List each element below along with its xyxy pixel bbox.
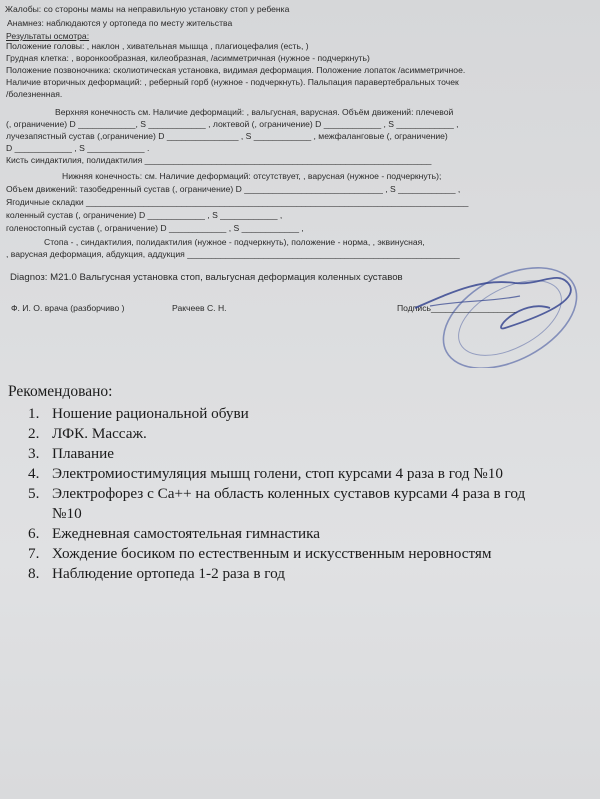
lower-limb-line: Нижняя конечность: см. Наличие деформаций: отсутствует, , варусная (нужное - подчеркнуть);: [62, 171, 442, 181]
recommendation-item: [0, 424, 600, 444]
results-heading: Результаты осмотра:: [6, 31, 90, 41]
signature-label: Подпись__________________: [397, 303, 518, 313]
upper-limb-line: Верхняя конечность см. Наличие деформаций: , вальгусная, варусная. Объём движений: плечевой: [55, 107, 454, 117]
item-text: ЛФК. Массаж.: [52, 425, 147, 442]
wrist-line: лучезапястный сустав (,ограничение) D _______________ , S ____________ , межфаланговые (, ограничение): [6, 131, 448, 141]
upper-limb-rom-line: (, ограничение) D ____________, S ____________ , локтевой (, ограничение) D ____________ , S ____________ ,: [6, 119, 459, 129]
doctor-label: Ф. И. О. врача (разборчиво ): [11, 303, 125, 313]
chest-line: Грудная клетка: , воронкообразная, килеобразная, /асимметричная (нужное - подчеркнуть): [6, 53, 370, 63]
recommendation-item: [0, 404, 600, 424]
item-text: Наблюдение ортопеда 1-2 раза в год: [52, 565, 286, 582]
recommendations-list: [0, 404, 600, 584]
signature-stamp: [410, 258, 595, 368]
foot-line: Стопа - , синдактилия, полидактилия (нужное - подчеркнуть), положение - норма, , эквинусная,: [44, 237, 425, 247]
knee-line: коленный сустав (, ограничение) D ____________ , S ____________ ,: [6, 210, 283, 220]
doctor-name: Ракчеев С. Н.: [172, 303, 227, 313]
recommendation-item: [0, 484, 600, 504]
paravertebral-line: /болезненная.: [6, 89, 63, 99]
ankle-line: голеностопный сустав (, ограничение) D ____________ , S ____________ ,: [6, 223, 304, 233]
head-position-line: Положение головы: , наклон , хивательная мышца , плагиоцефалия (есть, ): [6, 41, 309, 51]
diagnosis-line: Diagnoз: M21.0 Вальгусная установка стоп, вальгусная деформация коленных суставов: [10, 272, 403, 283]
item-number: 7.: [28, 545, 40, 562]
foot-line-2: , варусная деформация, абдукция, аддукция _________________________________________________________: [6, 249, 460, 259]
item-text: Хождение босиком по естественным и искусственным неровностям: [52, 545, 492, 562]
recommendation-item: [0, 504, 600, 524]
anamnesis-line: Анамнез: наблюдаются у ортопеда по месту жительства: [7, 18, 233, 28]
item-text: №10: [52, 505, 82, 522]
secondary-deformation-line: Наличие вторичных деформаций: , реберный горб (нужное - подчеркнуть). Пальпация паравертебральных точек: [6, 77, 459, 87]
spine-line: Положение позвоночника: сколиотическая установка, видимая деформация. Положение лопаток /асимметричное.: [6, 65, 466, 75]
item-number: 8.: [28, 565, 40, 582]
item-text: Ношение рациональной обуви: [52, 405, 249, 422]
hip-line: Объем движений: тазобедренный сустав (, ограничение) D _____________________________ , S ____________ ,: [6, 184, 461, 194]
item-text: Электромиостимуляция мышц голени, стоп курсами 4 раза в год №10: [52, 465, 503, 482]
complaints-line: Жалобы: со стороны мамы на неправильную установку стоп у ребенка: [5, 4, 290, 14]
item-number: 3.: [28, 445, 40, 462]
item-text: Плавание: [52, 445, 114, 462]
item-text: Ежедневная самостоятельная гимнастика: [52, 525, 321, 542]
item-number: 6.: [28, 525, 40, 542]
recommendation-item: [0, 564, 600, 584]
recommendations-title: Рекомендовано:: [8, 383, 113, 400]
recommendation-item: [0, 464, 600, 484]
recommendation-item: [0, 444, 600, 464]
interphalangeal-line: D ____________ , S ____________ .: [6, 143, 150, 153]
item-number: 2.: [28, 425, 40, 442]
recommendation-item: [0, 524, 600, 544]
item-number: 5.: [28, 485, 40, 502]
item-number: 4.: [28, 465, 40, 482]
gluteal-folds-line: Ягодичные складки ________________________________________________________________________________: [6, 197, 469, 207]
item-number: 1.: [28, 405, 40, 422]
hand-line: Кисть синдактилия, полидактилия ____________________________________________________________: [6, 155, 432, 165]
recommendation-item: [0, 544, 600, 564]
item-text: Электрофорез с Ca++ на область коленных суставов курсами 4 раза в год: [52, 485, 526, 502]
